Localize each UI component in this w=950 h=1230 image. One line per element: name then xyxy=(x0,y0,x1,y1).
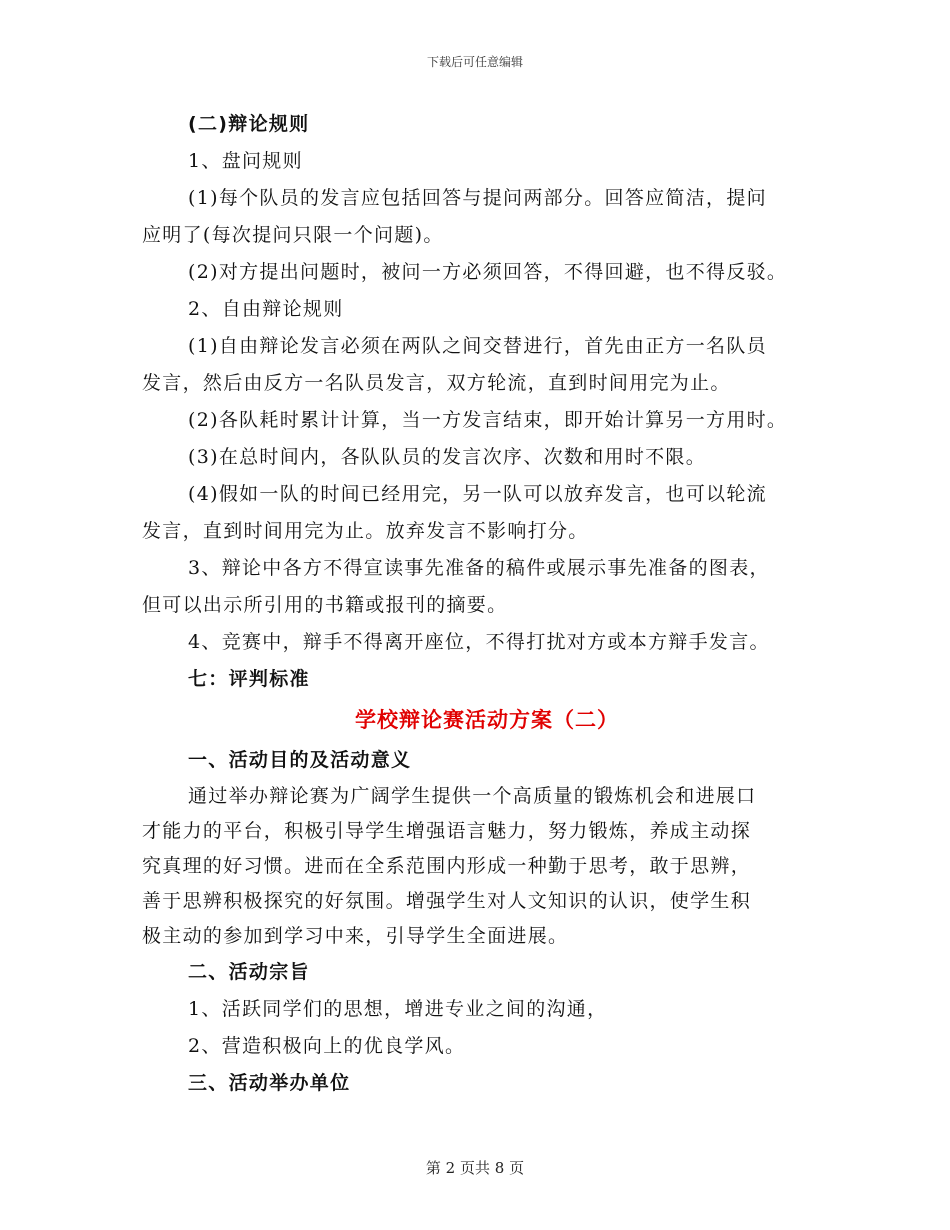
list-item: 2、营造积极向上的优良学风。 xyxy=(188,1035,466,1057)
section-heading-debate-rules: (二)辩论规则 xyxy=(188,113,310,135)
document-body xyxy=(142,106,832,1102)
paragraph-line: (2)对方提出问题时，被问一方必须回答，不得回避，也不得反驳。 xyxy=(188,261,788,283)
paragraph-line: 极主动的参加到学习中来，引导学生全面进展。 xyxy=(142,925,569,947)
paragraph-line: 应明了(每次提问只限一个问题)。 xyxy=(142,224,444,246)
paragraph-line: 通过举办辩论赛为广阔学生提供一个高质量的锻炼机会和进展口 xyxy=(188,785,757,807)
paragraph-line: (1)每个队员的发言应包括回答与提问两部分。回答应简洁，提问 xyxy=(188,187,767,209)
paragraph-line: 3、辩论中各方不得宣读事先准备的稿件或展示事先准备的图表， xyxy=(188,557,770,579)
paragraph-line: (3)在总时间内，各队队员的发言次序、次数和用时不限。 xyxy=(188,446,707,468)
paragraph-line: 才能力的平台，积极引导学生增强语言魅力，努力锻炼，养成主动探 xyxy=(142,820,752,842)
section-heading-aims: 二、活动宗旨 xyxy=(188,961,310,983)
paragraph-line: 究真理的好习惯。进而在全系范围内形成一种勤于思考，敢于思辨， xyxy=(142,855,752,877)
section-heading-organizer: 三、活动举办单位 xyxy=(188,1072,351,1094)
paragraph-line: 但可以出示所引用的书籍或报刊的摘要。 xyxy=(142,594,508,616)
list-item: 1、活跃同学们的思想，增进专业之间的沟通， xyxy=(188,998,608,1020)
paragraph-line: 发言，直到时间用完为止。放弃发言不影响打分。 xyxy=(142,520,589,542)
paragraph-line: (1)自由辩论发言必须在两队之间交替进行，首先由正方一名队员 xyxy=(188,335,767,357)
paragraph-line: (4)假如一队的时间已经用完，另一队可以放弃发言，也可以轮流 xyxy=(188,483,767,505)
subheading-free-debate-rules: 2、自由辩论规则 xyxy=(188,298,344,320)
subheading-questioning-rules: 1、盘问规则 xyxy=(188,150,303,172)
section-heading-judging-criteria: 七：评判标准 xyxy=(188,668,310,690)
page-footer: 第 2 页共 8 页 xyxy=(425,1159,525,1177)
paragraph-line: 4、竞赛中，辩手不得离开座位，不得打扰对方或本方辩手发言。 xyxy=(188,631,770,653)
paragraph-line: 发言，然后由反方一名队员发言，双方轮流，直到时间用完为止。 xyxy=(142,372,731,394)
paragraph-line: (2)各队耗时累计计算，当一方发言结束，即开始计算另一方用时。 xyxy=(188,409,788,431)
page-header: 下载后可任意编辑 xyxy=(426,55,523,69)
paragraph-line: 善于思辨积极探究的好氛围。增强学生对人文知识的认识，使学生积 xyxy=(142,890,752,912)
document-title: 学校辩论赛活动方案（二） xyxy=(355,708,619,732)
section-heading-purpose: 一、活动目的及活动意义 xyxy=(188,749,412,771)
